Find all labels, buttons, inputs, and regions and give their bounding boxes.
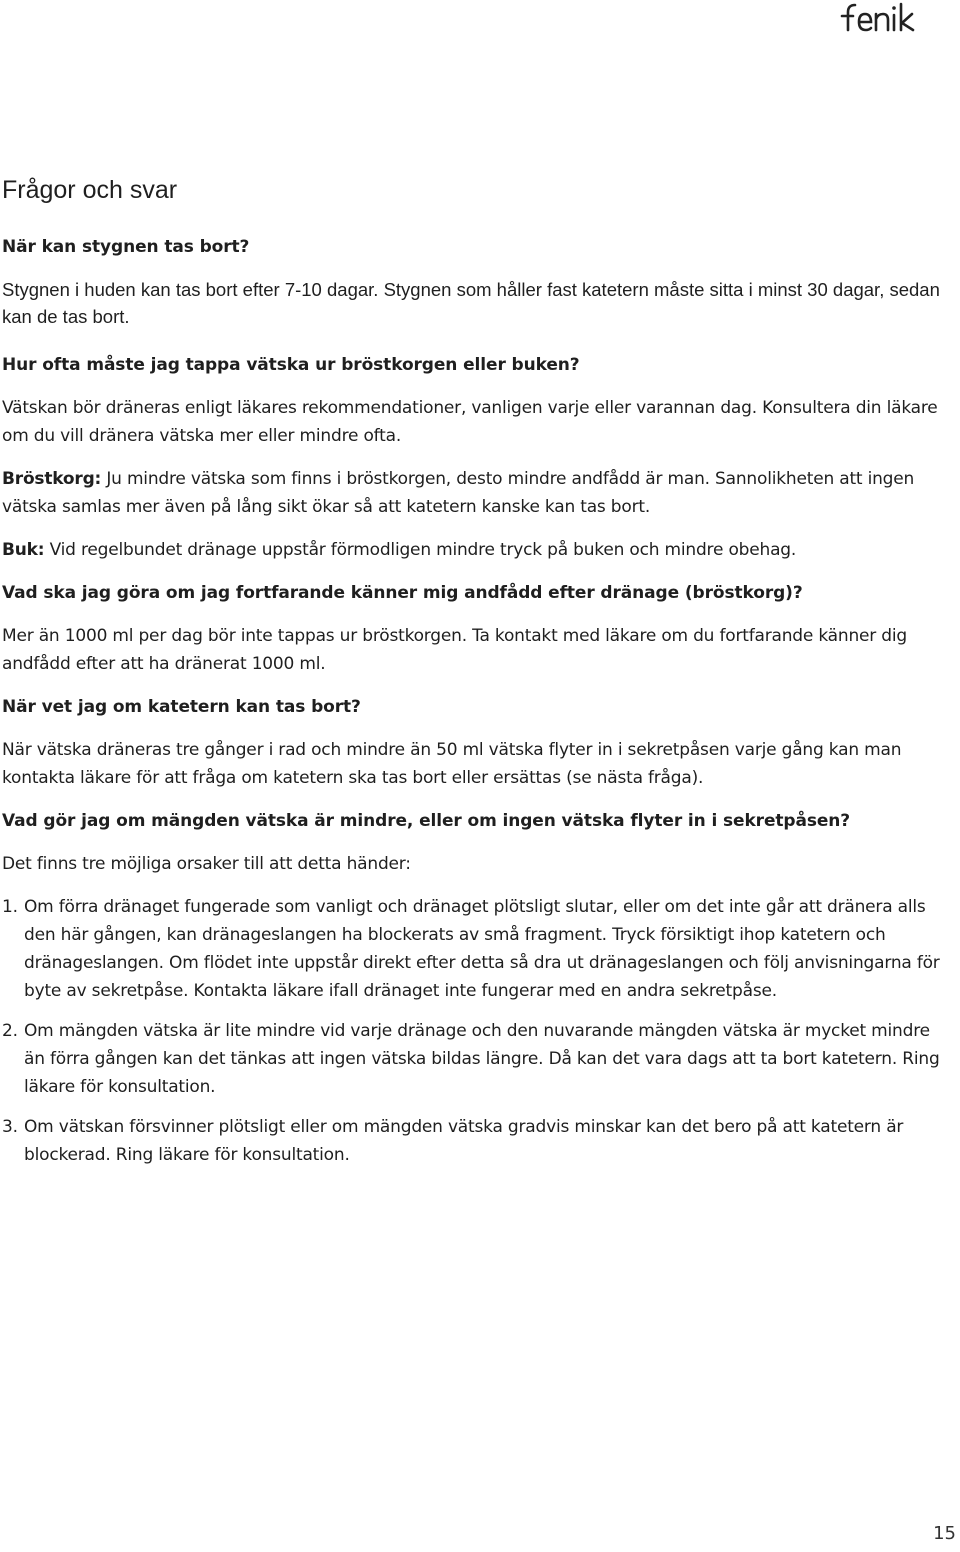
list-text: Om mängden vätska är lite mindre vid varje dränage och den nuvarande mängden vätska är mycket mindre än förra gången kan det tänkas att ingen vätska bildas längre. Då kan det vara dags att ta bort katetern. Ring läkare för konsultation. xyxy=(24,1021,940,1097)
list-number: 1. xyxy=(2,897,18,917)
note-label: Buk: xyxy=(2,540,45,560)
note-brostkorg xyxy=(2,465,942,521)
fenik-logo-mark xyxy=(838,0,918,34)
list-item xyxy=(2,893,942,1005)
list-item xyxy=(2,1113,942,1169)
list-number: 3. xyxy=(2,1117,18,1137)
question-5: Vad gör jag om mängden vätska är mindre, eller om ingen vätska flyter in i sekretpåsen? xyxy=(2,811,851,831)
note-text: Ju mindre vätska som finns i bröstkorgen, desto mindre andfådd är man. Sannolikheten att ingen vätska samlas mer även på lång sikt ökar så att katetern kanske kan tas bort. xyxy=(2,469,915,517)
answer-5: Det finns tre möjliga orsaker till att detta händer: xyxy=(2,854,411,874)
page-number: 15 xyxy=(933,1523,956,1544)
list-text: Om förra dränaget fungerade som vanligt och dränaget plötsligt slutar, eller om det inte går att dränera alls den här gången, kan dränageslangen ha blockerats av små fragment. Tryck försiktigt ihop katetern och dränageslangen. Om flödet inte uppstår direkt efter detta så dra ut dränageslangen och följ anvisningarna för byte av sekretpåse. Kontakta läkare ifall dränaget inte fungerar med en andra sekretpåse. xyxy=(24,897,940,1001)
page-title: Frågor och svar xyxy=(2,176,178,204)
document-body xyxy=(2,174,942,1181)
question-3: Vad ska jag göra om jag fortfarande känner mig andfådd efter dränage (bröstkorg)? xyxy=(2,583,803,603)
question-2: Hur ofta måste jag tappa vätska ur bröstkorgen eller buken? xyxy=(2,355,580,375)
answer-4: När vätska dräneras tre gånger i rad och mindre än 50 ml vätska flyter in i sekretpåsen varje gång kan man kontakta läkare för att fråga om katetern ska tas bort eller ersättas (se nästa fråga). xyxy=(2,740,902,788)
list-text: Om vätskan försvinner plötsligt eller om mängden vätska gradvis minskar kan det bero på att katetern är blockerad. Ring läkare för konsultation. xyxy=(24,1117,904,1165)
list-item xyxy=(2,1017,942,1101)
fenik-logo xyxy=(838,0,918,34)
answer-1: Stygnen i huden kan tas bort efter 7-10 dagar. Stygnen som håller fast katetern måste sitta i minst 30 dagar, sedan kan de tas bort. xyxy=(2,279,940,327)
causes-list xyxy=(2,893,942,1169)
note-buk xyxy=(2,536,942,564)
list-number: 2. xyxy=(2,1021,18,1041)
answer-2: Vätskan bör dräneras enligt läkares rekommendationer, vanligen varje eller varannan dag. Konsultera din läkare om du vill dränera vätska mer eller mindre ofta. xyxy=(2,398,938,446)
question-4: När vet jag om katetern kan tas bort? xyxy=(2,697,361,717)
question-1: När kan stygnen tas bort? xyxy=(2,237,250,257)
note-label: Bröstkorg: xyxy=(2,469,102,489)
answer-3: Mer än 1000 ml per dag bör inte tappas ur bröstkorgen. Ta kontakt med läkare om du fortfarande känner dig andfådd efter att ha dränerat 1000 ml. xyxy=(2,626,908,674)
note-text: Vid regelbundet dränage uppstår förmodligen mindre tryck på buken och mindre obehag. xyxy=(44,540,797,560)
